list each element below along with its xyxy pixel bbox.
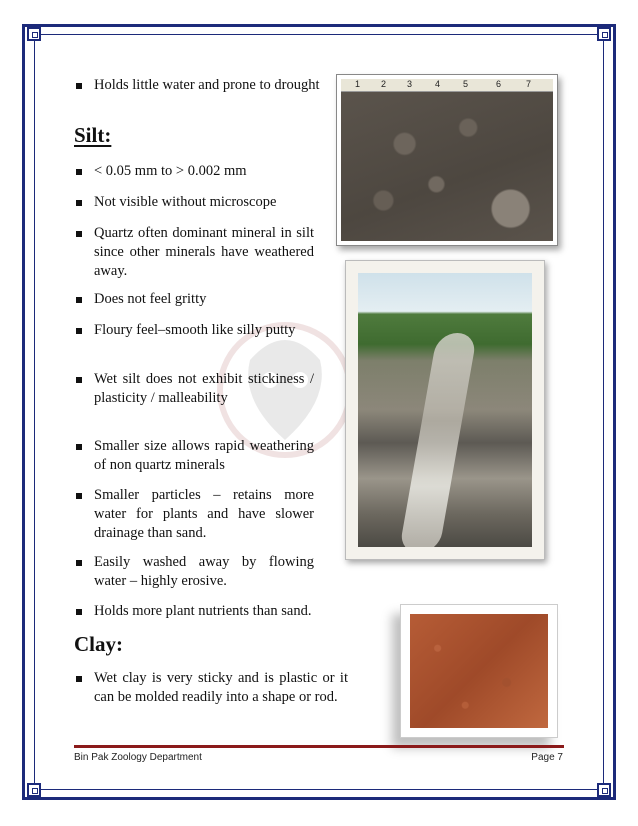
ruler-mark: 7 bbox=[526, 79, 532, 89]
bullet-square-icon bbox=[76, 83, 82, 89]
footer-rule bbox=[74, 745, 564, 748]
bullet-square-icon bbox=[76, 169, 82, 175]
bullet-text: Wet clay is very sticky and is plastic or it can be molded readily into a shape or rod. bbox=[94, 670, 348, 705]
ruler-mark: 4 bbox=[435, 79, 441, 89]
bullet-square-icon bbox=[76, 676, 82, 682]
ruler-mark: 6 bbox=[496, 79, 502, 89]
corner-ornament-top-left bbox=[27, 27, 41, 41]
list-item bbox=[94, 669, 348, 707]
ruler-mark: 2 bbox=[381, 79, 387, 89]
bullet-square-icon bbox=[76, 444, 82, 450]
silt-soil-photo bbox=[336, 74, 558, 246]
silt-erosion-photo bbox=[345, 260, 545, 560]
bullet-square-icon bbox=[76, 297, 82, 303]
stream-channel bbox=[399, 333, 478, 547]
list-item bbox=[94, 370, 314, 408]
ruler-mark: 3 bbox=[407, 79, 413, 89]
list-item bbox=[94, 602, 348, 621]
ruler-mark: 1 bbox=[355, 79, 361, 89]
bullet-square-icon bbox=[76, 200, 82, 206]
list-item bbox=[94, 437, 314, 475]
bullet-text: Holds little water and prone to drought bbox=[94, 77, 320, 93]
bullet-text: Quartz often dominant mineral in silt since other minerals have weathered away. bbox=[94, 225, 314, 279]
bullet-text: Smaller size allows rapid weathering of non quartz minerals bbox=[94, 438, 314, 473]
bullet-square-icon bbox=[76, 328, 82, 334]
list-item bbox=[94, 162, 314, 181]
list-item bbox=[94, 224, 314, 281]
corner-ornament-bottom-left bbox=[27, 783, 41, 797]
section-heading-clay: Clay: bbox=[74, 632, 123, 656]
list-item bbox=[94, 321, 314, 340]
corner-ornament-top-right bbox=[597, 27, 611, 41]
list-item bbox=[94, 553, 314, 591]
bullet-text: Wet silt does not exhibit stickiness / plasticity / malleability bbox=[94, 371, 314, 406]
bullet-text: Does not feel gritty bbox=[94, 291, 207, 307]
clay-soil-photo bbox=[400, 604, 558, 738]
bullet-square-icon bbox=[76, 377, 82, 383]
section-heading-silt: Silt: bbox=[74, 123, 112, 147]
footer-page-number: Page 7 bbox=[531, 752, 563, 763]
silt-erosion-image bbox=[358, 273, 532, 547]
list-item bbox=[94, 76, 348, 95]
bullet-square-icon bbox=[76, 231, 82, 237]
clay-soil-image bbox=[410, 614, 548, 728]
footer-department: Bin Pak Zoology Department bbox=[74, 752, 202, 763]
ruler-strip bbox=[341, 79, 553, 92]
bullet-square-icon bbox=[76, 560, 82, 566]
corner-ornament-bottom-right bbox=[597, 783, 611, 797]
bullet-text: Not visible without microscope bbox=[94, 194, 277, 210]
bullet-text: Holds more plant nutrients than sand. bbox=[94, 603, 312, 619]
bullet-text: Smaller particles – retains more water for plants and have slower drainage than sand. bbox=[94, 487, 314, 541]
silt-soil-image bbox=[341, 79, 553, 241]
bullet-text: Floury feel–smooth like silly putty bbox=[94, 322, 296, 338]
list-item bbox=[94, 290, 314, 309]
list-item bbox=[94, 193, 314, 212]
ruler-mark: 5 bbox=[463, 79, 469, 89]
list-item bbox=[94, 486, 314, 543]
bullet-square-icon bbox=[76, 493, 82, 499]
bullet-text: Easily washed away by flowing water – highly erosive. bbox=[94, 554, 314, 589]
bullet-square-icon bbox=[76, 609, 82, 615]
bullet-text: < 0.05 mm to > 0.002 mm bbox=[94, 163, 247, 179]
